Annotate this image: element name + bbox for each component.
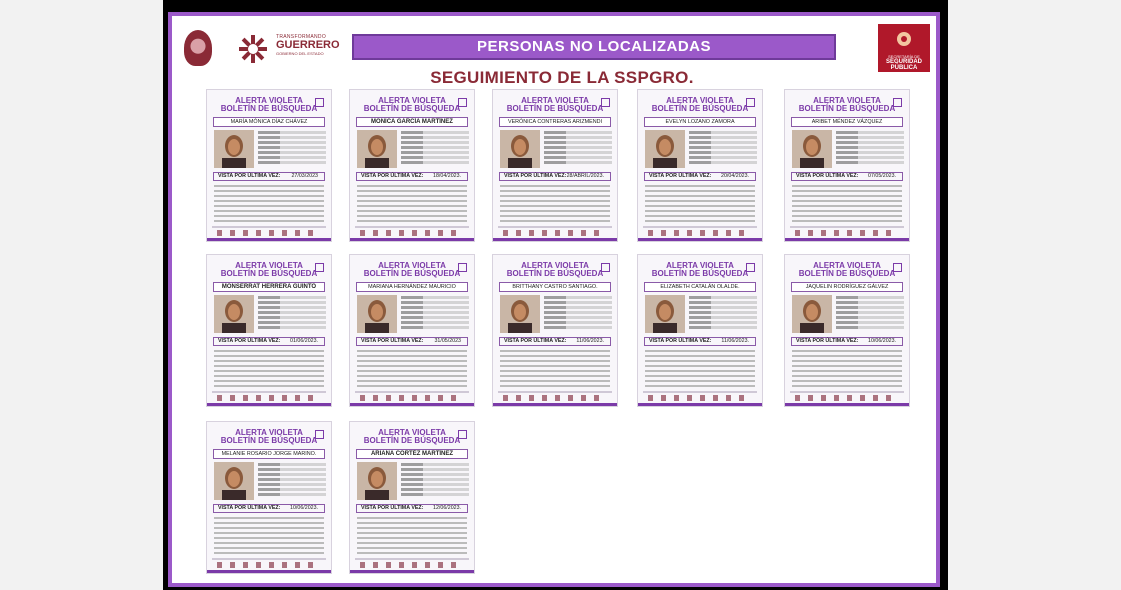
- card-alert-title: ALERTA VIOLETA: [813, 261, 881, 270]
- card-footer-line: [212, 391, 326, 393]
- card-header: [493, 90, 617, 114]
- card-description: [214, 517, 324, 557]
- camera-icon: [315, 263, 324, 272]
- card-institution-logos: [795, 230, 899, 236]
- card-person-photo: [357, 295, 397, 333]
- card-bottom-band: [785, 238, 909, 241]
- card-last-seen-date: 11/06/2023.: [576, 338, 604, 344]
- card-alert-title: ALERTA VIOLETA: [235, 428, 303, 437]
- poster: [168, 12, 940, 587]
- card-header: [638, 90, 762, 114]
- card-header: [638, 255, 762, 279]
- card-person-name: BRITTHANY CASTRO SANTIAGO.: [499, 282, 611, 292]
- card-institution-logos: [217, 395, 321, 401]
- card-bulletin-title: BOLETÍN DE BÚSQUEDA: [363, 436, 461, 445]
- alert-card: [206, 254, 332, 407]
- card-bulletin-title: BOLETÍN DE BÚSQUEDA: [798, 269, 896, 278]
- card-person-name: ARIBET MÉNDEZ VÁZQUEZ: [791, 117, 903, 127]
- card-bottom-band: [638, 403, 762, 406]
- card-footer-line: [355, 391, 469, 393]
- card-last-seen-date: 10/06/2023.: [868, 338, 896, 344]
- camera-icon: [601, 98, 610, 107]
- card-bottom-band: [207, 238, 331, 241]
- card-last-seen-date: 11/06/2023.: [721, 338, 749, 344]
- card-description: [357, 185, 467, 225]
- card-last-seen: [644, 337, 756, 346]
- seguridad-logo-line-2: SEGURIDAD PÚBLICA: [885, 59, 922, 71]
- card-last-seen: [791, 172, 903, 181]
- card-person-name: EVELYN LOZANO ZAMORA: [644, 117, 756, 127]
- card-last-seen: [499, 172, 611, 181]
- card-last-seen-label: VISTA POR ÚLTIMA VEZ:: [796, 173, 859, 179]
- camera-icon: [315, 98, 324, 107]
- card-footer-line: [498, 226, 612, 228]
- page-title: PERSONAS NO LOCALIZADAS: [352, 34, 836, 60]
- alert-card: [349, 89, 475, 242]
- card-data-fields: [258, 463, 326, 498]
- alert-card: [492, 254, 618, 407]
- camera-icon: [458, 430, 467, 439]
- card-last-seen-date: 07/05/2023.: [868, 173, 896, 179]
- camera-icon: [746, 98, 755, 107]
- card-footer-line: [355, 226, 469, 228]
- card-institution-logos: [503, 230, 607, 236]
- logo-line-3: GOBIERNO DEL ESTADO: [276, 51, 324, 56]
- card-header: [207, 422, 331, 446]
- card-last-seen-label: VISTA POR ÚLTIMA VEZ:: [218, 338, 281, 344]
- card-bottom-band: [207, 570, 331, 573]
- card-last-seen: [213, 504, 325, 513]
- card-last-seen: [791, 337, 903, 346]
- card-person-name: MELANIE ROSARIO JORGE MARINO.: [213, 449, 325, 459]
- card-institution-logos: [360, 562, 464, 568]
- card-description: [645, 185, 755, 225]
- card-institution-logos: [217, 562, 321, 568]
- card-last-seen: [213, 337, 325, 346]
- card-last-seen-label: VISTA POR ÚLTIMA VEZ:: [218, 173, 281, 179]
- card-footer-line: [790, 391, 904, 393]
- alert-card: [492, 89, 618, 242]
- alert-card: [349, 421, 475, 574]
- card-person-photo: [214, 295, 254, 333]
- card-alert-title: ALERTA VIOLETA: [378, 96, 446, 105]
- card-last-seen-label: VISTA POR ÚLTIMA VEZ:: [649, 173, 712, 179]
- camera-icon: [746, 263, 755, 272]
- card-last-seen-label: VISTA POR ÚLTIMA VEZ:: [361, 338, 424, 344]
- card-institution-logos: [795, 395, 899, 401]
- card-footer-line: [212, 558, 326, 560]
- card-bulletin-title: BOLETÍN DE BÚSQUEDA: [363, 269, 461, 278]
- alert-card: [206, 89, 332, 242]
- alert-card: [637, 254, 763, 407]
- card-header: [350, 422, 474, 446]
- card-bottom-band: [350, 403, 474, 406]
- state-seal-logo: [184, 30, 212, 66]
- card-institution-logos: [360, 230, 464, 236]
- card-bottom-band: [638, 238, 762, 241]
- seguridad-emblem-icon: [892, 29, 916, 49]
- card-alert-title: ALERTA VIOLETA: [235, 96, 303, 105]
- camera-icon: [458, 98, 467, 107]
- guerrero-logo-text: [276, 34, 340, 56]
- card-description: [792, 185, 902, 225]
- card-person-photo: [792, 130, 832, 168]
- card-description: [357, 350, 467, 390]
- card-data-fields: [544, 296, 612, 331]
- card-data-fields: [401, 463, 469, 498]
- card-last-seen-date: 12/06/2023.: [433, 505, 461, 511]
- card-data-fields: [401, 131, 469, 166]
- card-last-seen: [356, 504, 468, 513]
- card-institution-logos: [217, 230, 321, 236]
- card-last-seen-date: 20/04/2023.: [721, 173, 749, 179]
- card-header: [350, 255, 474, 279]
- card-last-seen-date: 28/ABRIL/2023.: [566, 173, 604, 179]
- card-institution-logos: [648, 230, 752, 236]
- card-bulletin-title: BOLETÍN DE BÚSQUEDA: [651, 104, 749, 113]
- card-bulletin-title: BOLETÍN DE BÚSQUEDA: [220, 436, 318, 445]
- card-person-name: JAQUELIN RODRÍGUEZ GÁLVEZ: [791, 282, 903, 292]
- card-last-seen-label: VISTA POR ÚLTIMA VEZ:: [649, 338, 712, 344]
- card-alert-title: ALERTA VIOLETA: [666, 261, 734, 270]
- card-last-seen-label: VISTA POR ÚLTIMA VEZ:: [361, 505, 424, 511]
- card-person-name: MARIANA HERNÁNDEZ MAURICIO: [356, 282, 468, 292]
- card-bulletin-title: BOLETÍN DE BÚSQUEDA: [506, 269, 604, 278]
- card-last-seen: [644, 172, 756, 181]
- card-bulletin-title: BOLETÍN DE BÚSQUEDA: [363, 104, 461, 113]
- card-bulletin-title: BOLETÍN DE BÚSQUEDA: [798, 104, 896, 113]
- card-footer-line: [498, 391, 612, 393]
- card-bulletin-title: BOLETÍN DE BÚSQUEDA: [651, 269, 749, 278]
- camera-icon: [458, 263, 467, 272]
- card-description: [792, 350, 902, 390]
- camera-icon: [893, 263, 902, 272]
- card-bulletin-title: BOLETÍN DE BÚSQUEDA: [506, 104, 604, 113]
- card-alert-title: ALERTA VIOLETA: [813, 96, 881, 105]
- alert-card: [784, 89, 910, 242]
- card-bulletin-title: BOLETÍN DE BÚSQUEDA: [220, 104, 318, 113]
- card-last-seen: [356, 172, 468, 181]
- card-header: [785, 255, 909, 279]
- card-institution-logos: [648, 395, 752, 401]
- card-data-fields: [836, 131, 904, 166]
- seguridad-logo-line-1: SECRETARÍA DE: [888, 54, 920, 59]
- card-last-seen: [499, 337, 611, 346]
- card-person-name: ARIANA CORTÉZ MARTÍNEZ: [356, 449, 468, 459]
- card-bottom-band: [350, 238, 474, 241]
- card-institution-logos: [503, 395, 607, 401]
- card-data-fields: [836, 296, 904, 331]
- card-person-photo: [214, 130, 254, 168]
- card-footer-line: [643, 226, 757, 228]
- card-data-fields: [258, 296, 326, 331]
- card-footer-line: [790, 226, 904, 228]
- card-last-seen-date: 01/06/2023.: [290, 338, 318, 344]
- alert-card: [206, 421, 332, 574]
- card-description: [214, 350, 324, 390]
- card-description: [500, 185, 610, 225]
- card-footer-line: [643, 391, 757, 393]
- card-person-photo: [357, 462, 397, 500]
- card-person-photo: [645, 130, 685, 168]
- card-bottom-band: [785, 403, 909, 406]
- card-person-photo: [645, 295, 685, 333]
- alert-card: [349, 254, 475, 407]
- card-bottom-band: [350, 570, 474, 573]
- card-person-name: MONSERRAT HERRERA GUINTO: [213, 282, 325, 292]
- card-data-fields: [401, 296, 469, 331]
- guerrero-flower-logo: [236, 32, 270, 66]
- card-header: [207, 255, 331, 279]
- page-subtitle: SEGUIMIENTO DE LA SSPGRO.: [430, 68, 694, 87]
- card-person-photo: [214, 462, 254, 500]
- card-alert-title: ALERTA VIOLETA: [521, 261, 589, 270]
- card-alert-title: ALERTA VIOLETA: [378, 428, 446, 437]
- card-person-photo: [792, 295, 832, 333]
- card-last-seen-label: VISTA POR ÚLTIMA VEZ:: [796, 338, 859, 344]
- card-description: [500, 350, 610, 390]
- card-bulletin-title: BOLETÍN DE BÚSQUEDA: [220, 269, 318, 278]
- card-institution-logos: [360, 395, 464, 401]
- alert-card: [637, 89, 763, 242]
- card-footer-line: [355, 558, 469, 560]
- card-bottom-band: [493, 403, 617, 406]
- card-data-fields: [689, 296, 757, 331]
- card-person-name: MÓNICA GARCÍA MARTÍNEZ: [356, 117, 468, 127]
- card-alert-title: ALERTA VIOLETA: [521, 96, 589, 105]
- camera-icon: [601, 263, 610, 272]
- card-person-photo: [500, 295, 540, 333]
- card-last-seen-label: VISTA POR ÚLTIMA VEZ:: [504, 338, 567, 344]
- camera-icon: [893, 98, 902, 107]
- card-header: [493, 255, 617, 279]
- card-person-name: ELIZABETH CATALÁN OLALDE.: [644, 282, 756, 292]
- card-person-photo: [357, 130, 397, 168]
- card-description: [645, 350, 755, 390]
- card-data-fields: [689, 131, 757, 166]
- card-last-seen-date: 18/04/2023.: [433, 173, 461, 179]
- card-last-seen: [356, 337, 468, 346]
- card-last-seen-date: 31/05/2023: [434, 338, 461, 344]
- alert-card: [784, 254, 910, 407]
- card-header: [207, 90, 331, 114]
- card-last-seen-label: VISTA POR ÚLTIMA VEZ:: [361, 173, 424, 179]
- card-last-seen: [213, 172, 325, 181]
- card-person-name: VERÓNICA CONTRERAS ARIZMENDI: [499, 117, 611, 127]
- card-last-seen-date: 27/03/2023: [291, 173, 318, 179]
- card-last-seen-date: 10/06/2023.: [290, 505, 318, 511]
- camera-icon: [315, 430, 324, 439]
- card-footer-line: [212, 226, 326, 228]
- card-bottom-band: [493, 238, 617, 241]
- card-person-photo: [500, 130, 540, 168]
- logo-line-1: TRANSFORMANDO: [276, 34, 327, 40]
- card-data-fields: [258, 131, 326, 166]
- card-alert-title: ALERTA VIOLETA: [378, 261, 446, 270]
- card-bottom-band: [207, 403, 331, 406]
- card-alert-title: ALERTA VIOLETA: [666, 96, 734, 105]
- card-alert-title: ALERTA VIOLETA: [235, 261, 303, 270]
- card-description: [214, 185, 324, 225]
- card-data-fields: [544, 131, 612, 166]
- card-last-seen-label: VISTA POR ÚLTIMA VEZ:: [218, 505, 281, 511]
- card-description: [357, 517, 467, 557]
- card-person-name: MARÍA MÓNICA DÍAZ CHÁVEZ: [213, 117, 325, 127]
- card-header: [785, 90, 909, 114]
- card-header: [350, 90, 474, 114]
- logo-line-2: GUERRERO: [276, 39, 340, 51]
- seguridad-publica-logo: [878, 24, 930, 72]
- card-last-seen-label: VISTA POR ÚLTIMA VEZ:: [504, 173, 567, 179]
